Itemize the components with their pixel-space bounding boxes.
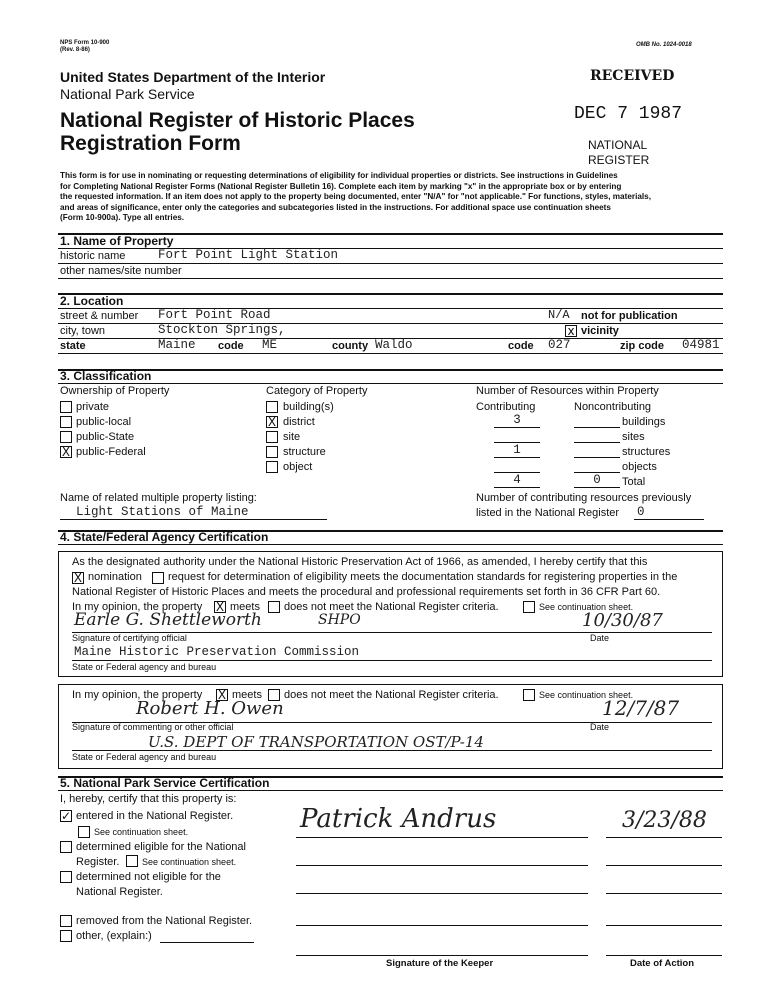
does-not-meet-label: does not meet the National Register criteria.	[284, 601, 499, 613]
nomination-checkbox[interactable]: X	[73, 571, 83, 585]
instruction-line: and areas of significance, enter only the categories and subcategories listed in the instructions. For additional space use continuation sheets	[60, 202, 611, 212]
removed-label: removed from the National Register.	[76, 915, 253, 927]
stamp-date: DEC 7 1987	[574, 104, 683, 124]
city-value: Stockton Springs,	[158, 323, 286, 337]
county-label: county	[332, 340, 369, 352]
keeper-date-line	[606, 865, 722, 866]
ownership-public-federal-label: public-Federal	[76, 446, 146, 458]
state-value: Maine	[158, 338, 196, 352]
state-code-value: ME	[262, 338, 278, 352]
ownership-private-checkbox[interactable]	[60, 401, 72, 413]
contributing-count: 1	[513, 443, 521, 457]
resource-type-label: buildings	[622, 416, 666, 428]
service-name: National Park Service	[60, 86, 195, 102]
determined-eligible-checkbox[interactable]	[60, 841, 72, 853]
stamp-register: REGISTER	[588, 153, 650, 167]
form-title-line1: National Register of Historic Places	[60, 109, 415, 132]
b-continuation-sheet-checkbox[interactable]	[523, 689, 535, 701]
form-revision: (Rev. 8-86)	[60, 47, 90, 53]
commenting-agency-label: State or Federal agency and bureau	[72, 752, 217, 762]
ownership-public-local-label: public-local	[76, 416, 132, 428]
entered-continuation-label: See continuation sheet.	[94, 827, 189, 837]
certifying-signature-label: Signature of certifying official	[72, 633, 187, 643]
cert-paragraph-line1: As the designated authority under the National Historic Preservation Act of 1966, as amended, I hereby certify that this	[72, 556, 648, 568]
ownership-public-state-checkbox[interactable]	[60, 431, 72, 443]
instruction-line: the requested information. If an item does not apply to the property being documented, enter "N/A" for "not applicable." For functions, styles, materials,	[60, 192, 652, 202]
keeper-signature-line	[296, 955, 588, 956]
field-line	[58, 353, 723, 354]
section-rule	[58, 790, 723, 791]
county-value: Waldo	[375, 338, 413, 352]
keeper-signature-line	[296, 865, 588, 866]
county-code-label: code	[508, 340, 534, 352]
vicinity-checkbox[interactable]: x	[565, 325, 577, 337]
ownership-public-local-checkbox[interactable]	[60, 416, 72, 428]
contributing-count: 4	[513, 473, 521, 487]
resource-type-label: sites	[622, 431, 645, 443]
ownership-private-label: private	[76, 401, 110, 413]
previously-listed-label2: listed in the National Register	[476, 507, 620, 519]
commenting-signature-label: Signature of commenting or other official	[72, 722, 234, 732]
ownership-heading: Ownership of Property	[60, 385, 170, 397]
section-2-heading: 2. Location	[60, 294, 124, 308]
other-label: other, (explain:)	[76, 930, 152, 942]
count-line	[494, 487, 540, 488]
previously-listed-value: 0	[637, 505, 645, 519]
zip-value: 04981	[682, 338, 720, 352]
certifying-agency-label: State or Federal agency and bureau	[72, 662, 217, 672]
certifying-date-label: Date	[590, 633, 610, 643]
certify-label: I, hereby, certify that this property is:	[60, 793, 237, 805]
zip-label: zip code	[620, 340, 665, 352]
street-value: Fort Point Road	[158, 308, 271, 322]
ownership-public-state-label: public-State	[76, 431, 135, 443]
determination-request-label: request for determination of eligibility meets the documentation standards for registering properties in the	[168, 571, 678, 583]
field-line	[60, 519, 327, 520]
nomination-label: nomination	[88, 571, 142, 583]
b-meets-label: meets	[232, 689, 262, 701]
date-of-action-label: Date of Action	[630, 958, 695, 969]
commenting-signature: Robert H. Owen	[136, 698, 284, 719]
stamp-received: RECEIVED	[590, 68, 675, 84]
category-site-label: site	[283, 431, 301, 443]
instruction-line: This form is for use in nominating or requesting determinations of eligibility for individual properties or districts. See instructions in Guidelines	[60, 171, 618, 180]
field-line	[72, 660, 712, 661]
form-title	[60, 109, 415, 155]
noncontributing-count: 0	[593, 473, 601, 487]
street-label: street & number	[60, 310, 139, 322]
meets-label: meets	[230, 601, 260, 613]
b-continuation-sheet-label: See continuation sheet.	[539, 690, 634, 700]
contributing-count: 3	[513, 413, 521, 427]
entered-label: entered in the National Register.	[76, 810, 234, 822]
count-line	[574, 442, 620, 443]
multiple-listing-value: Light Stations of Maine	[76, 505, 249, 519]
keeper-date-line	[606, 893, 722, 894]
field-line	[634, 519, 704, 520]
section-4-heading: 4. State/Federal Agency Certification	[60, 530, 269, 544]
not-for-publication-label: not for publication	[581, 310, 678, 322]
category-structure-checkbox[interactable]	[266, 446, 278, 458]
determined-not-eligible-label1: determined not eligible for the	[76, 871, 221, 883]
vicinity-label: vicinity	[581, 325, 619, 337]
department-name: United States Department of the Interior	[60, 69, 326, 85]
instructions	[60, 171, 740, 224]
other-names-label: other names/site number	[60, 265, 182, 277]
entered-continuation-checkbox[interactable]	[78, 826, 90, 838]
category-district-label: district	[283, 416, 315, 428]
keeper-signature: Patrick Andrus	[300, 804, 497, 834]
category-object-checkbox[interactable]	[266, 461, 278, 473]
state-label: state	[60, 340, 86, 352]
keeper-date-line	[606, 837, 722, 838]
section-rule	[58, 293, 723, 295]
count-line	[574, 427, 620, 428]
category-buildings-checkbox[interactable]	[266, 401, 278, 413]
keeper-signature-label: Signature of the Keeper	[386, 958, 494, 969]
certifying-date: 10/30/87	[582, 610, 663, 631]
field-line	[160, 942, 254, 943]
determined-eligible-label1: determined eligible for the National	[76, 841, 246, 853]
previously-listed-label1: Number of contributing resources previously	[476, 492, 692, 504]
noncontributing-heading: Noncontributing	[574, 401, 652, 413]
section-rule	[58, 369, 723, 371]
count-line	[494, 427, 540, 428]
category-structure-label: structure	[283, 446, 326, 458]
keeper-signature-line	[296, 925, 588, 926]
b-opinion-label: In my opinion, the property	[72, 689, 203, 701]
continuation-sheet-label: See continuation sheet.	[539, 602, 634, 612]
resource-type-label: structures	[622, 446, 671, 458]
certifying-agency-value: Maine Historic Preservation Commission	[74, 645, 360, 659]
state-code-label: code	[218, 340, 244, 352]
instruction-line: for Completing National Register Forms (National Register Bulletin 16). Complete each item by marking "x" in the appropriate box or by entering	[60, 181, 622, 191]
does-not-meet-checkbox[interactable]	[268, 601, 280, 613]
certifying-title: SHPO	[318, 612, 361, 628]
removed-checkbox[interactable]	[60, 915, 72, 927]
category-object-label: object	[283, 461, 313, 473]
opinion-label: In my opinion, the property	[72, 601, 203, 613]
form-title-line2: Registration Form	[60, 132, 241, 155]
determined-eligible-label2: Register.	[76, 856, 120, 868]
section-rule	[58, 544, 723, 545]
category-site-checkbox[interactable]	[266, 431, 278, 443]
category-heading: Category of Property	[266, 385, 368, 397]
determined-not-eligible-checkbox[interactable]	[60, 871, 72, 883]
determined-not-eligible-label2: National Register.	[76, 886, 163, 898]
field-line	[58, 278, 723, 279]
category-district-checkbox[interactable]: X	[267, 415, 277, 429]
resource-type-label: objects	[622, 461, 657, 473]
section-1-heading: 1. Name of Property	[60, 234, 174, 248]
section-3-heading: 3. Classification	[60, 369, 152, 383]
count-line	[574, 487, 620, 488]
na-checkbox[interactable]: N/A	[548, 308, 570, 322]
multiple-listing-label: Name of related multiple property listing:	[60, 492, 257, 504]
field-line	[58, 263, 723, 264]
county-code-value: 027	[548, 338, 571, 352]
category-buildings-label: building(s)	[283, 401, 334, 413]
form-number: NPS Form 10-900	[60, 40, 110, 46]
b-does-not-meet-label: does not meet the National Register criteria.	[284, 689, 499, 701]
ownership-public-federal-checkbox[interactable]: X	[61, 445, 71, 459]
resource-type-label: Total	[622, 476, 646, 488]
other-checkbox[interactable]	[60, 930, 72, 942]
keeper-date-line	[606, 955, 722, 956]
section-5-heading: 5. National Park Service Certification	[60, 776, 270, 790]
meets-checkbox[interactable]: X	[215, 600, 225, 614]
resources-heading: Number of Resources within Property	[476, 385, 659, 397]
certifying-signature: Earle G. Shettleworth	[74, 610, 262, 630]
count-line	[494, 457, 540, 458]
cert-paragraph-line3: National Register of Historic Places and meets the procedural and professional requirements set forth in 36 CFR Part 60.	[72, 586, 661, 598]
field-line	[72, 750, 712, 751]
omb-number: OMB No. 1024-0018	[636, 42, 692, 48]
count-line	[574, 457, 620, 458]
commenting-agency-value: U.S. DEPT OF TRANSPORTATION OST/P-14	[148, 733, 484, 751]
eligible-continuation-checkbox[interactable]	[126, 855, 138, 867]
keeper-date-line	[606, 925, 722, 926]
keeper-signature-line	[296, 837, 588, 838]
keeper-date: 3/23/88	[622, 808, 707, 833]
determination-request-checkbox[interactable]	[152, 572, 164, 584]
historic-name-value: Fort Point Light Station	[158, 248, 339, 262]
entered-checkbox[interactable]: ✓	[61, 809, 72, 823]
commenting-date: 12/7/87	[602, 696, 680, 720]
city-label: city, town	[60, 325, 106, 337]
keeper-signature-line	[296, 893, 588, 894]
section-rule	[58, 383, 723, 384]
stamp-national: NATIONAL	[588, 138, 648, 152]
eligible-continuation-label: See continuation sheet.	[142, 857, 237, 867]
commenting-date-label: Date	[590, 722, 610, 732]
contributing-heading: Contributing	[476, 401, 536, 413]
b-meets-checkbox[interactable]: X	[217, 688, 227, 702]
historic-name-label: historic name	[60, 250, 126, 262]
continuation-sheet-checkbox[interactable]	[523, 601, 535, 613]
instruction-line: (Form 10-900a). Type all entries.	[60, 213, 185, 223]
